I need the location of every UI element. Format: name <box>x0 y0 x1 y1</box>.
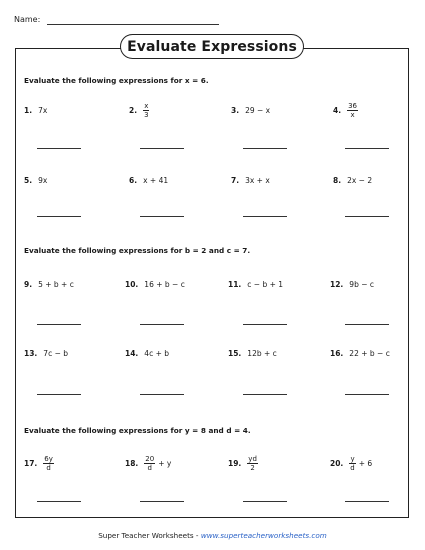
problem-4: 4. $\frac{36}{x}$ <box>333 102 357 119</box>
instruction-3: Evaluate the following expressions for y = 8 and d = 4. <box>24 426 251 435</box>
problem-10: 10. 16 + b − c <box>125 280 185 289</box>
problem-15: 15. 12b + c <box>228 349 277 358</box>
answer-line-9[interactable] <box>37 324 81 325</box>
problem-9: 9. 5 + b + c <box>24 280 74 289</box>
answer-line-13[interactable] <box>37 394 81 395</box>
answer-line-4[interactable] <box>345 148 389 149</box>
problem-6: 6. x + 41 <box>129 176 169 185</box>
answer-line-5[interactable] <box>37 216 81 217</box>
name-line[interactable] <box>47 24 219 25</box>
problem-5: 5. 9x <box>24 176 48 185</box>
answer-line-3[interactable] <box>243 148 287 149</box>
answer-line-16[interactable] <box>345 394 389 395</box>
answer-line-2[interactable] <box>140 148 184 149</box>
footer-separator: - <box>193 531 201 540</box>
problem-1: 1. 7x <box>24 106 48 115</box>
problem-14: 14. 4c + b <box>125 349 170 358</box>
problem-3: 3. 29 − x <box>231 106 271 115</box>
answer-line-18[interactable] <box>140 501 184 502</box>
answer-line-11[interactable] <box>243 324 287 325</box>
instruction-1: Evaluate the following expressions for x = 6. <box>24 76 209 85</box>
problem-17: 17. $\frac{6y}{d}$ <box>24 455 53 472</box>
answer-line-10[interactable] <box>140 324 184 325</box>
answer-line-14[interactable] <box>140 394 184 395</box>
problem-13: 13. 7c − b <box>24 349 69 358</box>
problem-12: 12. 9b − c <box>330 280 375 289</box>
footer-brand: Super Teacher Worksheets <box>98 531 194 540</box>
problem-7: 7. 3x + x <box>231 176 270 185</box>
answer-line-20[interactable] <box>345 501 389 502</box>
problem-2: 2. $\frac{x}{3}$ <box>129 102 149 119</box>
problem-11: 11. c − b + 1 <box>228 280 284 289</box>
problem-16: 16. 22 + b − c <box>330 349 390 358</box>
footer-url[interactable]: www.superteacherworksheets.com <box>200 531 327 540</box>
answer-line-19[interactable] <box>243 501 287 502</box>
worksheet-title: Evaluate Expressions <box>120 34 304 59</box>
problem-18: 18. $\frac{20}{d}$ + y <box>125 455 172 472</box>
answer-line-17[interactable] <box>37 501 81 502</box>
instruction-2: Evaluate the following expressions for b = 2 and c = 7. <box>24 246 251 255</box>
problem-20: 20. $\frac{y}{d}$ + 6 <box>330 455 373 472</box>
problem-8: 8. 2x − 2 <box>333 176 373 185</box>
answer-line-12[interactable] <box>345 324 389 325</box>
answer-line-15[interactable] <box>243 394 287 395</box>
footer <box>0 531 425 540</box>
name-label: Name: <box>14 15 41 24</box>
answer-line-7[interactable] <box>243 216 287 217</box>
answer-line-8[interactable] <box>345 216 389 217</box>
answer-line-1[interactable] <box>37 148 81 149</box>
problem-19: 19. $\frac{yd}{2}$ <box>228 455 257 472</box>
answer-line-6[interactable] <box>140 216 184 217</box>
